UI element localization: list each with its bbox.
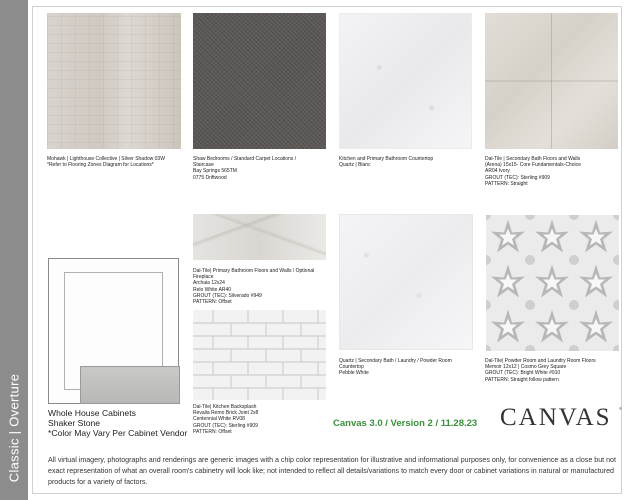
caption-line: 0775 Driftwood [193,174,227,181]
carpet-swatch [193,13,326,149]
primary-bath-tile-swatch [193,214,326,260]
caption-line: Fireplace [193,274,214,281]
secondary-quartz-caption [339,358,452,377]
cabinet-color-chip [80,366,180,404]
caption-line: Dal-Tile | Secondary Bath Floors and Walls [485,156,581,162]
secondary-bath-tile-swatch [485,13,618,149]
version-label: Canvas 3.0 / Version 2 / 11.28.23 [333,418,478,429]
caption-line: (Arena) 15x15- Core Fundamentals-Choice [485,162,581,169]
backsplash-swatch [193,310,326,400]
caption-line: Shaker Stone [48,418,101,428]
lvp-flooring-swatch [47,13,181,149]
caption-line: Mohawk | Lighthouse Collective | Silver Shadow 03W [47,156,165,162]
caption-line: Dal-Tile| Kitchen Backsplash [193,404,257,410]
caption-line: Dal-Tile| Powder Room and Laundry Room Floors [485,358,596,364]
powder-tile-caption [485,358,596,383]
carpet-caption [193,156,296,181]
caption-line: PATTERN: Straight [485,180,528,187]
secondary-quartz-swatch [339,214,473,350]
canvas-logo: CANVAS [500,404,612,431]
kitchen-quartz-caption [339,156,433,168]
sidebar-label: Classic | Overture [6,373,22,483]
caption-line: GROUT (TEC): Bright White #910 [485,370,561,377]
caption-line: AR04 Ivory [485,168,510,175]
caption-line: Memoir 12x12 | Cosmo Grey Square [485,364,567,371]
disclaimer-text: All virtual imagery, photographs and renderings are generic images with a chip color representation for illustrative and informational purposes only, for convenience as a close but not exact representation of what an overall room's cabinetry will look like; not intended to reflect all details/variations to match every door or cabinet variations in natural or manufactured products for a variety of factors. [48,456,616,486]
caption-line: Kitchen and Primary Bathroom Countertop [339,156,434,162]
caption-line: PATTERN: Offset [193,428,232,435]
caption-line: Revalia Remo Brick Joint 2x8 [193,410,259,417]
caption-line: Countertop [339,364,364,371]
secondary-bath-tile-caption [485,156,581,187]
powder-tile-swatch [486,215,619,351]
caption-line: *Refer to Flooring Zones Diagram for Locations* [47,162,154,169]
primary-bath-tile-caption [193,268,314,305]
caption-line: PATTERN: Straight follow pattern [485,376,559,383]
caption-line: Archaia 12x24 [193,280,225,287]
backsplash-caption [193,404,258,435]
sidebar [0,0,28,500]
caption-line: Quartz | Blanc [339,162,371,169]
caption-line: Centennial White RV08 [193,416,245,423]
cabinet-caption [48,408,187,438]
registered-mark: ® [619,406,622,411]
caption-line: *Color May Vary Per Cabinet Vendor [48,428,188,438]
caption-line: Relo White AR40 [193,286,232,293]
caption-line: GROUT (TEC): Silverado #949 [193,292,262,299]
caption-line: PATTERN: Offset [193,299,232,306]
caption-line: GROUT (TEC): Sterling #909 [193,422,258,429]
caption-line: Whole House Cabinets [48,408,136,418]
lvp-flooring-caption [47,156,165,168]
caption-line: Pebble White [339,370,369,377]
kitchen-quartz-swatch [339,13,472,149]
caption-line: Quartz | Secondary Bath / Laundry / Powder Room [339,358,452,364]
caption-line: GROUT (TEC): Sterling #909 [485,174,550,181]
caption-line: Bay Springs 565TM [193,168,237,175]
caption-line: Shaw Bedrooms / Standard Carpet Locations / [193,156,297,162]
caption-line: Staircase [193,162,214,169]
caption-line: Dal-Tile| Primary Bathroom Floors and Walls / Optional [193,268,315,274]
